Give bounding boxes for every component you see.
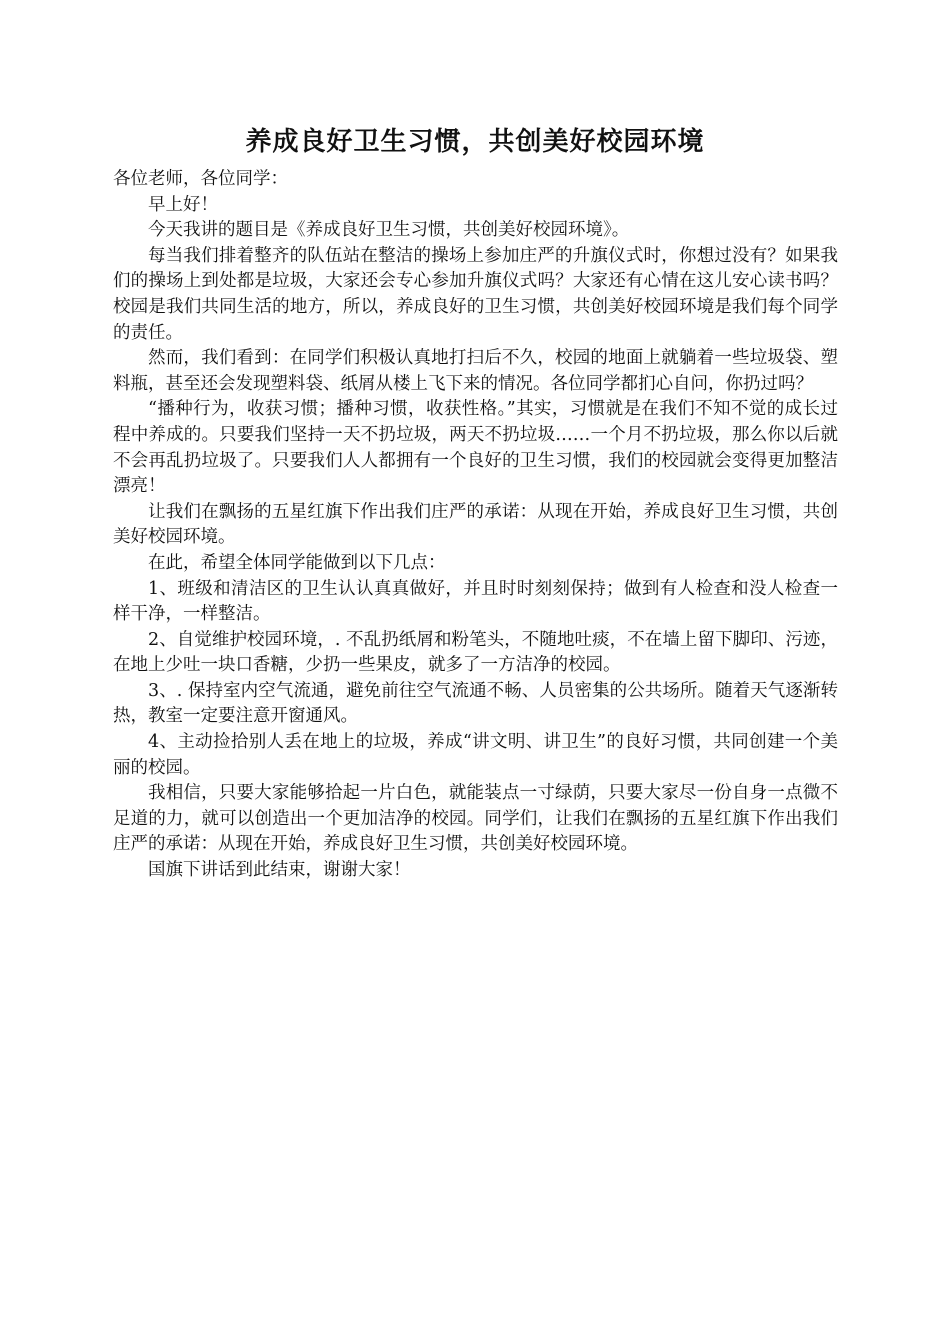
paragraph-promise: 让我们在飘扬的五星红旗下作出我们庄严的承诺：从现在开始，养成良好卫生习惯，共创美好校园环境。 xyxy=(113,501,838,548)
paragraph-closing: 国旗下讲话到此结束，谢谢大家！ xyxy=(148,860,411,881)
paragraph-point-2: 2、自觉维护校园环境，. 不乱扔纸屑和粉笔头，不随地吐痰，不在墙上留下脚印、污迹，在地上少吐一块口香糖，少扔一些果皮，就多了一方洁净的校园。 xyxy=(113,629,838,676)
paragraph-belief: 我相信，只要大家能够拾起一片白色，就能装点一寸绿荫，只要大家尽一份自身一点微不足道的力，就可以创造出一个更加洁净的校园。同学们，让我们在飘扬的五星红旗下作出我们庄严的承诺：从现在开始，养成良好卫生习惯，共创美好校园环境。 xyxy=(113,783,838,855)
paragraph-point-3: 3、. 保持室内空气流通，避免前往空气流通不畅、人员密集的公共场所。随着天气逐渐转热，教室一定要注意开窗通风。 xyxy=(113,680,838,727)
paragraph-point-1: 1、班级和清洁区的卫生认认真真做好，并且时时刻刻保持；做到有人检查和没人检查一样干净，一样整洁。 xyxy=(113,578,838,625)
paragraph-flag-ceremony: 每当我们排着整齐的队伍站在整洁的操场上参加庄严的升旗仪式时，你想过没有？如果我们的操场上到处都是垃圾，大家还会专心参加升旗仪式吗？大家还有心情在这儿安心读书吗？校园是我们共同生活的地方，所以，养成良好的卫生习惯，共创美好校园环境是我们每个同学的责任。 xyxy=(113,245,838,343)
document-title: 养成良好卫生习惯，共创美好校园环境 xyxy=(245,127,705,157)
paragraph-hopes-intro: 在此，希望全体同学能做到以下几点： xyxy=(148,552,446,573)
paragraph-topic: 今天我讲的题目是《养成良好卫生习惯，共创美好校园环境》。 xyxy=(148,220,630,241)
paragraph-point-4: 4、主动捡拾别人丢在地上的垃圾，养成“讲文明、讲卫生”的良好习惯，共同创建一个美丽的校园。 xyxy=(113,732,838,778)
paragraph-observation: 然而，我们看到：在同学们积极认真地打扫后不久，校园的地面上就躺着一些垃圾袋、塑料瓶，甚至还会发现塑料袋、纸屑从楼上飞下来的情况。各位同学都扪心自问，你扔过吗？ xyxy=(113,348,838,394)
paragraph-greeting: 各位老师，各位同学： xyxy=(113,169,288,189)
document-body xyxy=(113,167,838,884)
paragraph-good-morning: 早上好！ xyxy=(148,194,218,215)
paragraph-habits: “播种行为，收获习惯；播种习惯，收获性格。”其实，习惯就是在我们不知不觉的成长过程中养成的。只要我们坚持一天不扔垃圾，两天不扔垃圾……一个月不扔垃圾，那么你以后就不会再乱扔垃圾了。只要我们人人都拥有一个良好的卫生习惯，我们的校园就会变得更加整洁漂亮！ xyxy=(113,399,838,497)
